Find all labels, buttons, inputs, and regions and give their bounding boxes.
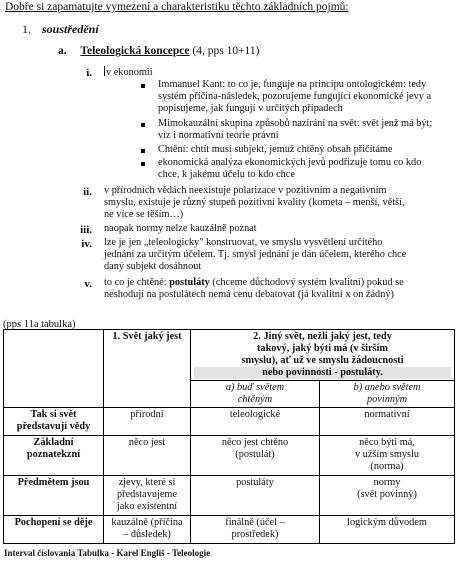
item-numeral: v. [84,278,92,290]
item-text: to co je chtěné: postuláty (chceme důchodový systém kvalitní) pokud se neshodují na postulátech nemá cenu debatovat (já kvalitní x on žádný) [104,277,404,301]
table-row [4,476,455,516]
table-cell: něco jest [104,436,191,476]
table-cell: něco býti má, v užším smyslu (norma) [320,436,455,476]
item-text: v přírodních vědách neexistuje polarizace v pozitivním a negativním smyslu, existuje je různý stupeň pozitivní kvality (kometa – menší, větší, ne více se těším…) [104,185,405,221]
table-cell: postuláty [191,476,320,516]
footer-note: Interval číslovania Tabulka - Karel Engliš - Teleologie [4,548,211,558]
table-header-row [4,330,455,381]
item-numeral: iv. [81,238,92,250]
table-cell: teleologické [191,408,320,436]
item-text: v ekonomii [106,67,153,78]
table-cell: normy (svět povinný) [320,476,455,516]
row-label-cell: Pochopení se děje [4,516,104,544]
table-cell: zjevy, které si představujeme jako existentní [104,476,191,516]
subsection-ref: (4, pps 10+11) [192,45,260,57]
bullet-text: ekonomická analýza ekonomických jevů podřizuje tomu co kdo chce, k jakému účelu to kdo chce [158,157,422,181]
row-label-cell: Tak si svět představují vědy [4,408,104,436]
table-cell: logickým důvodem [320,516,455,544]
row-label-cell: Předmětem jsou [4,476,104,516]
item-numeral: i. [86,67,92,79]
table-cell: finálně (účel – prostředek) [191,516,320,544]
item-numeral: ii. [83,186,92,198]
bullet-icon [141,123,145,127]
header-cell: 1. Svět jaký jest [104,330,191,408]
row-label-cell: Základní poznatekzní [4,436,104,476]
table-row [4,436,455,476]
table-corner-cell [4,330,104,408]
subheader-cell: b) anebo světem povinným [320,381,455,408]
section-title: soustředění [42,22,99,36]
bullet-text: Chtění: chtít musí subjekt, jemuž chtěný obsah přičítáme [158,144,393,155]
intro-heading: Dobře si zapamatujte vymezení a charakteristiku těchto základních pojmů: [5,1,349,13]
bullet-text: Mimokauzální skupina způsobů nazírání na svět: svět jenž má být; víz i normativní teorie právní [158,118,433,142]
bullet-icon [141,162,145,166]
item-numeral: iii. [80,224,92,236]
table-cell: něco jest chtěno (postulát) [191,436,320,476]
subsection-heading [58,45,259,57]
section-number: 1. [22,22,31,36]
table-row [4,516,455,544]
table-cell: normativní [320,408,455,436]
item-text: lze je jen „teleologicky" konstruovat, ve smyslu vysvětlení určitého jednání za určitým účelem. Tj. smysl jednání je dán účelem, kterého chce daný subjekt dosáhnout [104,237,407,273]
table-cell: přírodní [104,408,191,436]
item-text: naopak normy nelze kauzálně poznat [104,223,257,234]
subsection-letter: a. [58,45,67,57]
table-caption: (pps 11a tabulka) [3,319,76,330]
bullet-text: Immanuel Kant: to co je, funguje na principu ontologickém: tedy systém příčina-následek, pozorujeme fungující ekonomické jevy a popisujeme, jak fungují v určitých případech [158,79,432,115]
header-cell: 2. Jiný svět, nežli jaký jest, tedy takový, jaký býti má (v širším smyslu), ať už ve smyslu žádoucnosti nebo povinnosti - postuláty. [191,330,455,381]
subsection-title: Teleologická koncepce [80,45,190,57]
table-row [4,408,455,436]
bullet-icon [141,149,145,153]
subheader-cell: a) buď světem chtěným [191,381,320,408]
table-cell: kauzálně (příčina – důsledek) [104,516,191,544]
bullet-icon [141,84,145,88]
comparison-table [3,329,455,544]
text-cursor [104,66,105,76]
section-heading [22,22,99,37]
